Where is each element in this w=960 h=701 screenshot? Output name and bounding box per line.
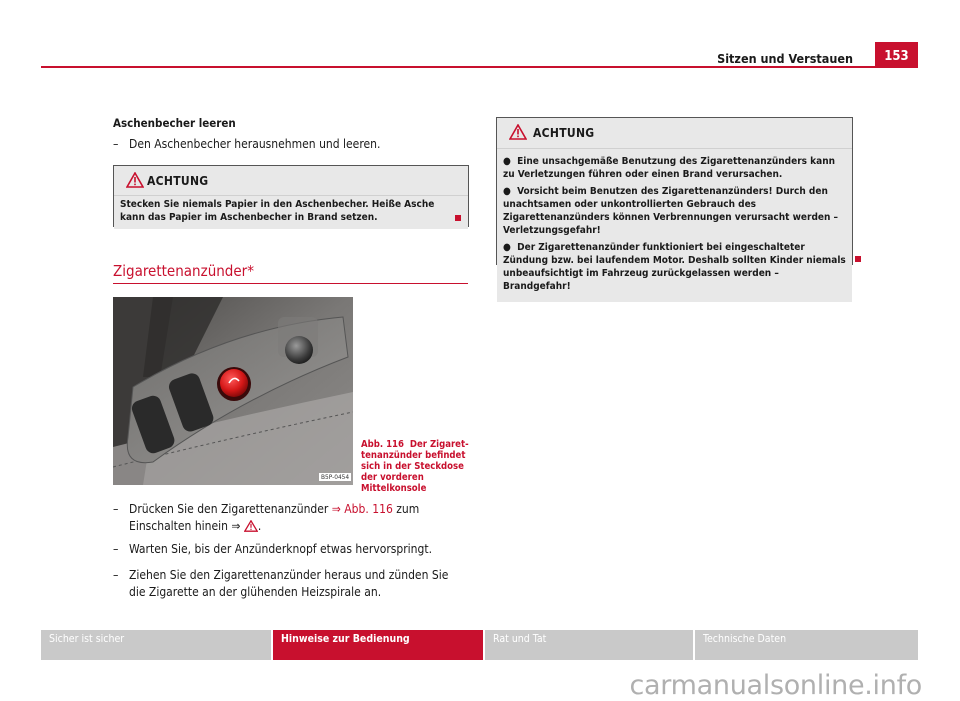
instruction-step: [113, 501, 468, 537]
section-title: Aschenbecher leeren: [113, 116, 236, 130]
warning-box: [496, 117, 853, 292]
bullet: ●: [503, 186, 511, 197]
step-text: Ziehen Sie den Zigarettenanzünder heraus und zünden Sie die Zigarette an der glühenden Heizspirale an.: [129, 568, 449, 599]
step-text: Warten Sie, bis der Anzünderknopf etwas hervorspringt.: [129, 542, 433, 556]
step-dash: –: [113, 542, 119, 556]
warning-triangle-icon: [126, 172, 144, 192]
step-text: [129, 501, 468, 537]
step-text: Den Aschenbecher herausnehmen und leeren.: [129, 137, 381, 151]
warning-item-text: Eine unsachgemäße Benutzung des Zigarettenanzünders kann zu Verletzungen führen oder einen Brand verursachen.: [503, 156, 836, 180]
warning-item: [503, 155, 846, 181]
end-mark: [455, 215, 461, 221]
warning-item-text: Vorsicht beim Benutzen des Zigarettenanzünders! Durch den unachtsamen oder unkontrollierten Gebrauch des Zigarettenanzünders können Verbrennungen verursacht werden – Verletzungsgefahr!: [503, 186, 839, 236]
caption-label: Abb. 116: [361, 439, 404, 450]
center-console-photo: [113, 297, 353, 485]
tab-hinweise-zur-bedienung[interactable]: Hinweise zur Bedienung: [273, 630, 483, 660]
chapter-title: Sitzen und Verstauen: [717, 51, 853, 66]
warning-header: [497, 118, 852, 149]
warning-text: Stecken Sie niemals Papier in den Aschenbecher. Heiße Asche kann das Papier im Aschenbecher in Brand setzen.: [114, 196, 468, 229]
figure-code: B5P-0454: [321, 473, 350, 481]
step-text-start: Drücken Sie den Zigarettenanzünder: [129, 502, 332, 516]
heading-rule: [113, 283, 468, 284]
tab-sicher-ist-sicher[interactable]: Sicher ist sicher: [41, 630, 271, 660]
warning-title: ACHTUNG: [533, 126, 595, 140]
warning-ref-icon[interactable]: [244, 520, 258, 537]
warning-header: [114, 166, 468, 196]
step-text-period: .: [257, 519, 262, 533]
warning-list: [497, 149, 852, 302]
watermark: carmanualsonline.info: [629, 670, 922, 701]
section-heading: Zigarettenanzünder*: [113, 262, 254, 280]
warning-item: [503, 241, 846, 293]
step-text-end: zum Einschalten hinein ⇒: [129, 502, 420, 533]
end-mark: [855, 256, 861, 262]
warning-title: ACHTUNG: [147, 174, 209, 188]
page-number: 153: [875, 42, 918, 68]
step-dash: –: [113, 502, 119, 516]
figure-caption: [361, 439, 471, 494]
figure-link[interactable]: ⇒ Abb. 116: [331, 502, 393, 516]
bullet: ●: [503, 156, 511, 167]
warning-item: [503, 185, 846, 237]
instruction-step: [113, 136, 468, 153]
warning-item-text: Der Zigarettenanzünder funktioniert bei eingeschalteter Zündung bzw. bei laufendem Motor. Deshalb sollten Kinder niemals unbeaufsichtigt im Fahrzeug zurückgelassen werden – Brandgefahr!: [503, 242, 846, 292]
tab-rat-und-tat[interactable]: Rat und Tat: [485, 630, 693, 660]
bullet: ●: [503, 242, 511, 253]
warning-box: [113, 165, 469, 227]
step-dash: –: [113, 568, 119, 582]
tab-technische-daten[interactable]: Technische Daten: [695, 630, 918, 660]
caption-text: Der Zigarettenanzünder befindet sich in der Steckdose der vorderen Mittelkonsole: [361, 439, 469, 494]
step-dash: –: [113, 137, 119, 151]
warning-triangle-icon: [509, 124, 527, 144]
instruction-step: [113, 567, 468, 601]
instruction-step: [113, 541, 468, 558]
header-rule: [41, 66, 918, 68]
